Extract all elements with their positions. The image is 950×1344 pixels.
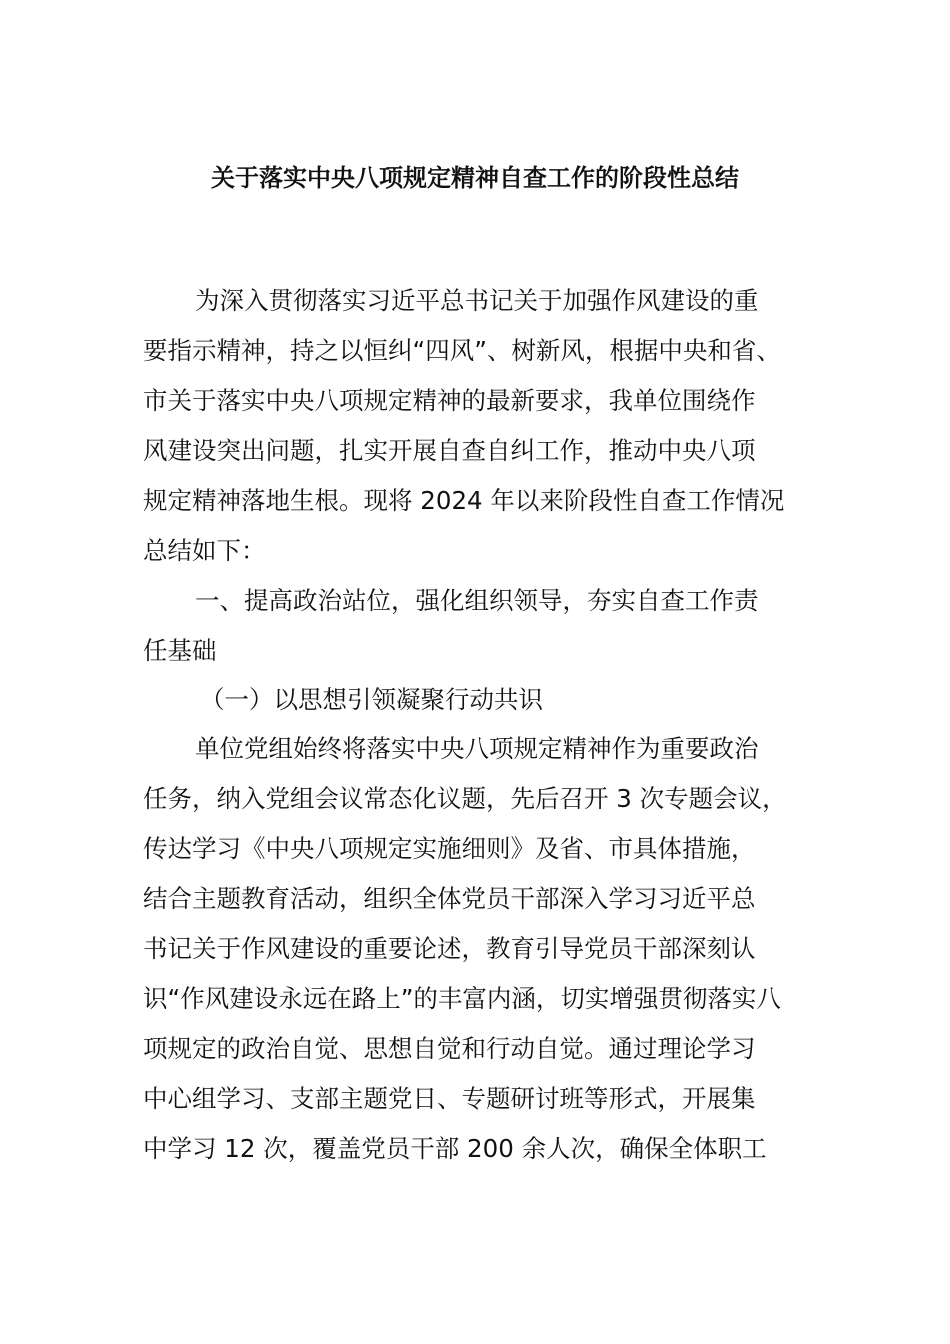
section-heading-line: 一、提高政治站位，强化组织领导，夯实自查工作责 bbox=[195, 586, 759, 615]
paragraph-line: 中学习 12 次，覆盖党员干部 200 余人次，确保全体职工 bbox=[143, 1134, 767, 1163]
section-heading-line: 任基础 bbox=[143, 636, 217, 665]
paragraph-line: 要指示精神，持之以恒纠“四风”、树新风，根据中央和省、 bbox=[143, 336, 781, 365]
paragraph-line: 传达学习《中央八项规定实施细则》及省、市具体措施， bbox=[143, 834, 756, 863]
paragraph-line: 识“作风建设永远在路上”的丰富内涵，切实增强贯彻落实八 bbox=[143, 984, 781, 1013]
paragraph-line: 规定精神落地生根。现将 2024 年以来阶段性自查工作情况 bbox=[143, 486, 785, 515]
paragraph-line: 单位党组始终将落实中央八项规定精神作为重要政治 bbox=[195, 734, 759, 763]
paragraph-line: 结合主题教育活动，组织全体党员干部深入学习习近平总 bbox=[143, 884, 756, 913]
paragraph-line: 总结如下： bbox=[143, 536, 266, 565]
document-title: 关于落实中央八项规定精神自查工作的阶段性总结 bbox=[211, 164, 739, 192]
paragraph-line: 项规定的政治自觉、思想自觉和行动自觉。通过理论学习 bbox=[143, 1034, 756, 1063]
paragraph-line: 为深入贯彻落实习近平总书记关于加强作风建设的重 bbox=[195, 286, 759, 315]
subsection-heading: （一）以思想引领凝聚行动共识 bbox=[200, 685, 543, 714]
paragraph-line: 书记关于作风建设的重要论述，教育引导党员干部深刻认 bbox=[143, 934, 756, 963]
paragraph-line: 风建设突出问题，扎实开展自查自纠工作，推动中央八项 bbox=[143, 436, 756, 465]
paragraph-line: 中心组学习、支部主题党日、专题研讨班等形式，开展集 bbox=[143, 1084, 756, 1113]
paragraph-line: 任务，纳入党组会议常态化议题，先后召开 3 次专题会议， bbox=[143, 784, 787, 813]
paragraph-line: 市关于落实中央八项规定精神的最新要求，我单位围绕作 bbox=[143, 386, 756, 415]
